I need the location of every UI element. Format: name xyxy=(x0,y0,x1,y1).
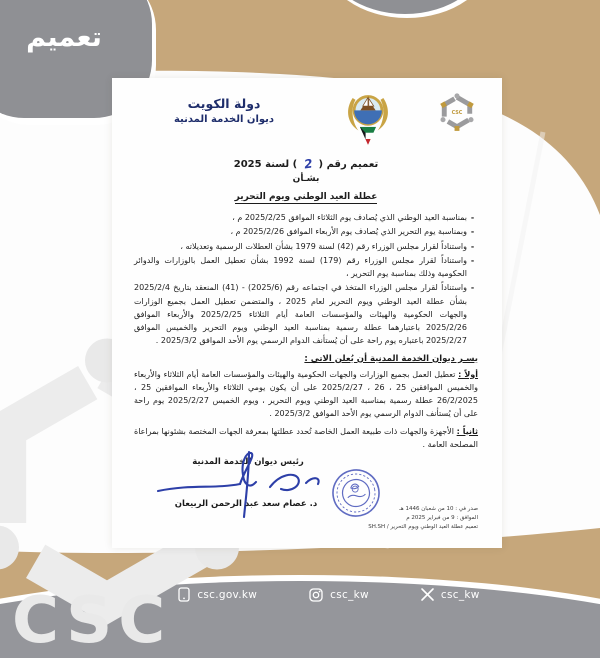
letterhead xyxy=(134,90,478,150)
announcement-line: يسـر ديوان الخدمة المدنية أن يُعلن الاتي : xyxy=(304,353,478,364)
clause-text: تعطيل العمل بجميع الوزارات والجهات الحكومية والهيئات والمؤسسات العامة أيام الثلاثاء والأربعاء والخميس الموافقين 25 ، 26 ، 2025/2/27 على أن يكون يومي الثلاثاء والأربعاء الموافقين 25 ، 26/2/2025 عطلة رسمية بمناسبة العيد الوطني ويوم التحرير ، ويوم الخميس 2025/2/27 يوم راحة على أن يُستأنف الدوام الرسمي يوم الأحد الموافق 2025/3/2 . xyxy=(134,369,479,419)
preamble-item xyxy=(134,240,478,253)
clause-label: ثانياً : xyxy=(456,426,479,436)
csc-watermark-text: CSC xyxy=(12,584,172,658)
clause-text: الأجهزة والجهات ذات طبيعة العمل الخاصة تُحدد عطلتها بمعرفة الجهات المختصة بشئونها بمراعاة المصلحة العامة . xyxy=(134,426,478,449)
title-prefix: تعميم رقم ( xyxy=(315,159,379,170)
instagram-icon xyxy=(309,588,323,602)
signatory-name: د. عصام سعد عبد الرحمن الربيعان xyxy=(174,499,318,510)
dash-bullet-icon: - xyxy=(470,227,475,237)
kuwait-state-emblem-icon xyxy=(345,90,391,150)
circular-number-line xyxy=(134,156,478,170)
clause-label: أولاً : xyxy=(458,369,479,379)
footer-x-label: csc_kw xyxy=(440,588,480,601)
signature-scribble-icon xyxy=(150,449,352,521)
document-page xyxy=(112,78,502,548)
issue-date-gregorian: الموافق : 9 من فبراير 2025 م xyxy=(406,515,478,522)
issue-reference: تعميم عطلة العيد الوطني ويوم التحرير / SH.SH xyxy=(368,523,478,530)
preamble-item xyxy=(134,211,478,224)
footer-link-instagram[interactable] xyxy=(309,587,369,602)
footer-bar xyxy=(0,587,600,602)
preamble-text: بمناسبة العيد الوطني الذي يُصادف يوم الثلاثاء الموافق 2025/2/25 م ، xyxy=(232,213,467,222)
csc-logo-icon xyxy=(436,90,478,134)
signature-block xyxy=(134,455,478,540)
footer-instagram-label: csc_kw xyxy=(330,588,369,601)
bureau-title: ديوان الخدمة المدنية xyxy=(173,114,275,125)
dash-bullet-icon: - xyxy=(470,283,475,293)
issue-date-hijri: صدر في : 10 من شعبان 1446 هـ xyxy=(399,506,478,513)
dash-bullet-icon: - xyxy=(470,255,475,265)
regarding-label: بشـأن xyxy=(292,174,320,184)
handwritten-number: 2 xyxy=(302,156,314,172)
x-icon xyxy=(421,588,434,601)
mobile-icon xyxy=(178,587,190,602)
svg-text:CSC: CSC xyxy=(451,109,463,116)
dash-bullet-icon: - xyxy=(470,213,475,222)
preamble-text: واستناداً لقرار مجلس الوزراء رقم (179) لسنة 1992 بشأن تعطيل العمل بالوزارات والدوائر الحكومية وذلك بمناسبة يوم التحرير ، xyxy=(134,255,468,279)
document-title-block xyxy=(134,156,478,204)
footer-link-x[interactable] xyxy=(421,587,480,602)
letterhead-titles xyxy=(148,96,300,125)
clause-first xyxy=(134,368,478,421)
issue-info xyxy=(368,505,478,531)
subject-title: عطلة العيد الوطني ويوم التحرير xyxy=(234,192,378,202)
preamble-list xyxy=(134,211,478,349)
dash-bullet-icon: - xyxy=(470,241,475,251)
footer-link-website[interactable] xyxy=(178,587,257,602)
state-title: دولة الكويت xyxy=(187,96,261,111)
preamble-text: واستناداً لقرار مجلس الوزراء رقم (42) لسنة 1979 بشأن العطلات الرسمية وتعديلاته ، xyxy=(180,241,467,251)
preamble-item xyxy=(134,225,478,238)
preamble-item xyxy=(134,254,478,281)
clause-second xyxy=(134,425,478,452)
signatory-title: رئيس ديوان الخدمة المدنية xyxy=(192,457,304,468)
footer-website-label: csc.gov.kw xyxy=(197,588,258,601)
preamble-text: واستناداً لقرار مجلس الوزراء المتخذ في اجتماعه رقم (2025/6) - (41) المنعقد بتاريخ 2025/2/4 بشأن عطلة العيد الوطني ويوم التحرير لعام 2025 ، والمتضمن تعطيل العمل بجميع الوزارات والجهات الحكومية والهيئات والمؤسسات العامة أيام الثلاثاء 2025/2/25 والأربعاء الموافق 2025/2/26 باعتبارهما عطلة رسمية بمناسبة العيد الوطني ويوم التحرير والخميس الموافق 2025/2/27 باعتباره يوم راحة على أن يُستأنف الدوام الرسمي يوم الأحد الموافق 2025/3/2 . xyxy=(134,283,468,346)
circular-badge-label: تعميم xyxy=(26,22,102,53)
title-suffix: ) لسنة 2025 xyxy=(233,159,301,170)
preamble-item xyxy=(134,281,478,347)
preamble-text: وبمناسبة يوم التحرير الذي يُصادف يوم الأربعاء الموافق 2025/2/26 م ، xyxy=(230,227,467,237)
